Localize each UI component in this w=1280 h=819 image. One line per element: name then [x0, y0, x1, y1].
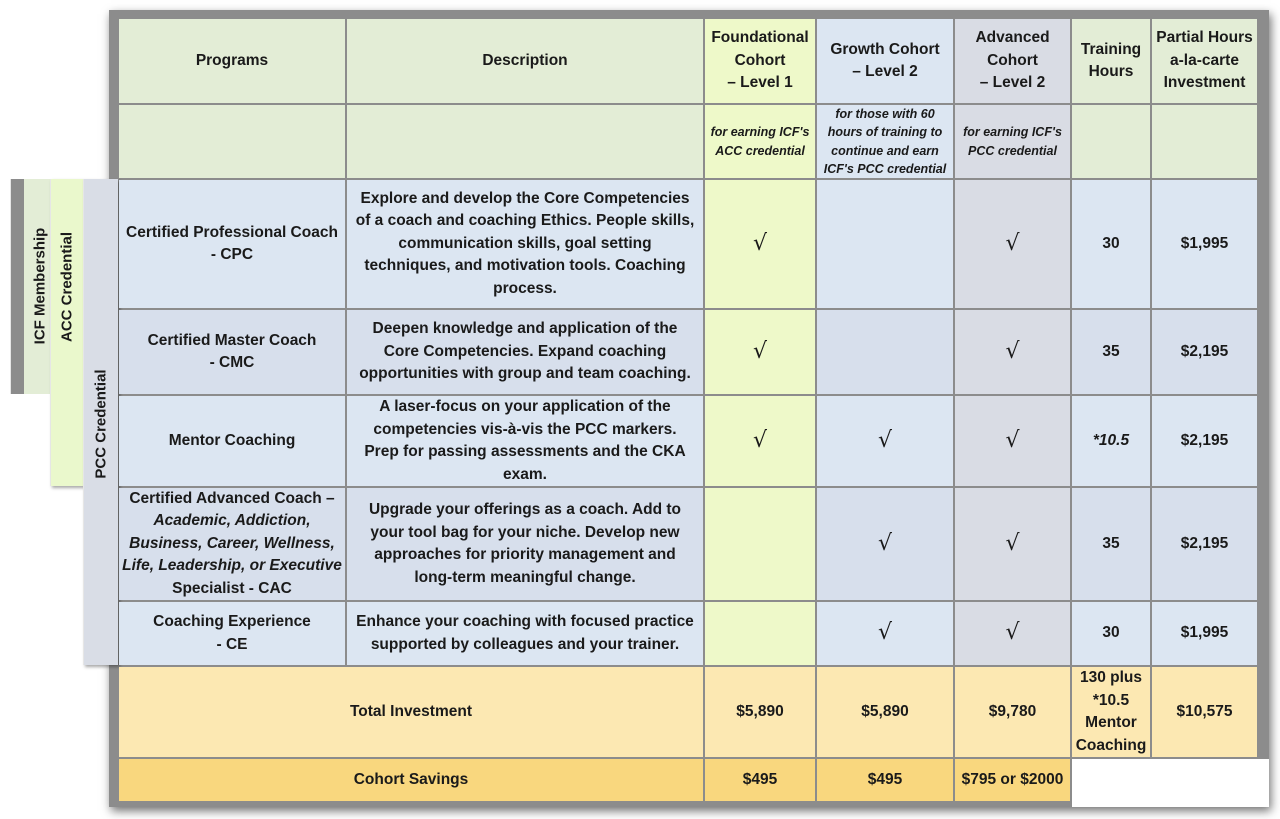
header-training-hours: Training Hours: [1072, 19, 1150, 103]
cmc-growth-cell: [817, 310, 953, 394]
ce-price: $1,995: [1152, 602, 1257, 665]
mentor-advanced-cell: [955, 396, 1070, 486]
program-mentor: Mentor Coaching: [119, 396, 345, 486]
cpc-growth-cell: [817, 180, 953, 308]
subheader-programs: [119, 105, 345, 178]
program-cac: Certified Advanced Coach – Academic, Addiction, Business, Career, Wellness, Life, Leadership, or Executive Specialist - CAC: [119, 488, 345, 600]
cmc-price: $2,195: [1152, 310, 1257, 394]
check-mark: √: [752, 338, 768, 364]
check-mark: √: [1005, 230, 1020, 256]
cohort-savings-label: Cohort Savings: [119, 759, 703, 801]
savings-advanced: $795 or $2000: [955, 759, 1070, 801]
cmc-foundational-cell: [705, 310, 815, 394]
pcc-credential-label: PCC Credential: [92, 369, 110, 479]
acc-credential-label: ACC Credential: [58, 231, 76, 343]
description-cmc: Deepen knowledge and application of the Core Competencies. Expand coaching opportunities with group and team coaching.: [347, 310, 703, 394]
cpc-price: $1,995: [1152, 180, 1257, 308]
cmc-hours: 35: [1072, 310, 1150, 394]
subheader-foundational: for earning ICF's ACC credential: [705, 105, 815, 178]
description-ce: Enhance your coaching with focused practice supported by colleagues and your trainer.: [347, 602, 703, 665]
cpc-advanced-cell: [955, 180, 1070, 308]
mentor-growth-cell: [817, 396, 953, 486]
check-mark: √: [752, 427, 768, 453]
header-partial-hours: Partial Hours a-la-carte Investment: [1152, 19, 1257, 103]
savings-empty-area: [1072, 759, 1269, 807]
total-foundational: $5,890: [705, 667, 815, 757]
cmc-advanced-cell: [955, 310, 1070, 394]
check-mark: √: [1005, 427, 1020, 453]
cpc-hours: 30: [1072, 180, 1150, 308]
program-cpc: Certified Professional Coach - CPC: [119, 180, 345, 308]
pcc-credential-band: [83, 179, 118, 665]
header-advanced: Advanced Cohort – Level 2: [955, 19, 1070, 103]
ce-advanced-cell: [955, 602, 1070, 665]
check-mark: √: [877, 620, 893, 646]
subheader-advanced: for earning ICF's PCC credential: [955, 105, 1070, 178]
cac-advanced-cell: [955, 488, 1070, 600]
cac-growth-cell: [817, 488, 953, 600]
header-foundational: Foundational Cohort – Level 1: [705, 19, 815, 103]
savings-growth: $495: [817, 759, 953, 801]
check-mark: √: [877, 427, 893, 453]
total-growth: $5,890: [817, 667, 953, 757]
check-mark: √: [1005, 338, 1020, 364]
cpc-foundational-cell: [705, 180, 815, 308]
description-cac: Upgrade your offerings as a coach. Add to your tool bag for your niche. Develop new approaches for priority management and long-term meaningful change.: [347, 488, 703, 600]
total-hours: 130 plus *10.5 Mentor Coaching: [1072, 667, 1150, 757]
description-mentor: A laser-focus on your application of the competencies vis-à-vis the PCC markers. Prep for passing assessments and the CKA exam.: [347, 396, 703, 486]
total-investment-label: Total Investment: [119, 667, 703, 757]
program-ce: Coaching Experience - CE: [119, 602, 345, 665]
subheader-training-hours: [1072, 105, 1150, 178]
subheader-partial-hours: [1152, 105, 1257, 178]
cac-price: $2,195: [1152, 488, 1257, 600]
mentor-price: $2,195: [1152, 396, 1257, 486]
mentor-foundational-cell: [705, 396, 815, 486]
header-programs: Programs: [119, 19, 345, 103]
check-mark: √: [752, 230, 768, 256]
savings-foundational: $495: [705, 759, 815, 801]
total-partial: $10,575: [1152, 667, 1257, 757]
icf-membership-label: ICF Membership: [31, 227, 49, 345]
description-cpc: Explore and develop the Core Competencies of a coach and coaching Ethics. People skills, communication skills, goal setting techniques, and motivation tools. Coaching process.: [347, 180, 703, 308]
header-description: Description: [347, 19, 703, 103]
ce-foundational-cell: [705, 602, 815, 665]
check-mark: √: [1005, 620, 1020, 646]
check-mark: √: [877, 530, 893, 556]
cac-foundational-cell: [705, 488, 815, 600]
ce-hours: 30: [1072, 602, 1150, 665]
subheader-growth: for those with 60 hours of training to continue and earn ICF's PCC credential: [817, 105, 953, 178]
mentor-hours: *10.5: [1072, 396, 1150, 486]
cac-hours: 35: [1072, 488, 1150, 600]
total-advanced: $9,780: [955, 667, 1070, 757]
ce-growth-cell: [817, 602, 953, 665]
check-mark: √: [1005, 530, 1020, 556]
program-cmc: Certified Master Coach - CMC: [119, 310, 345, 394]
subheader-description: [347, 105, 703, 178]
header-growth: Growth Cohort – Level 2: [817, 19, 953, 103]
acc-credential-band: [50, 179, 83, 486]
